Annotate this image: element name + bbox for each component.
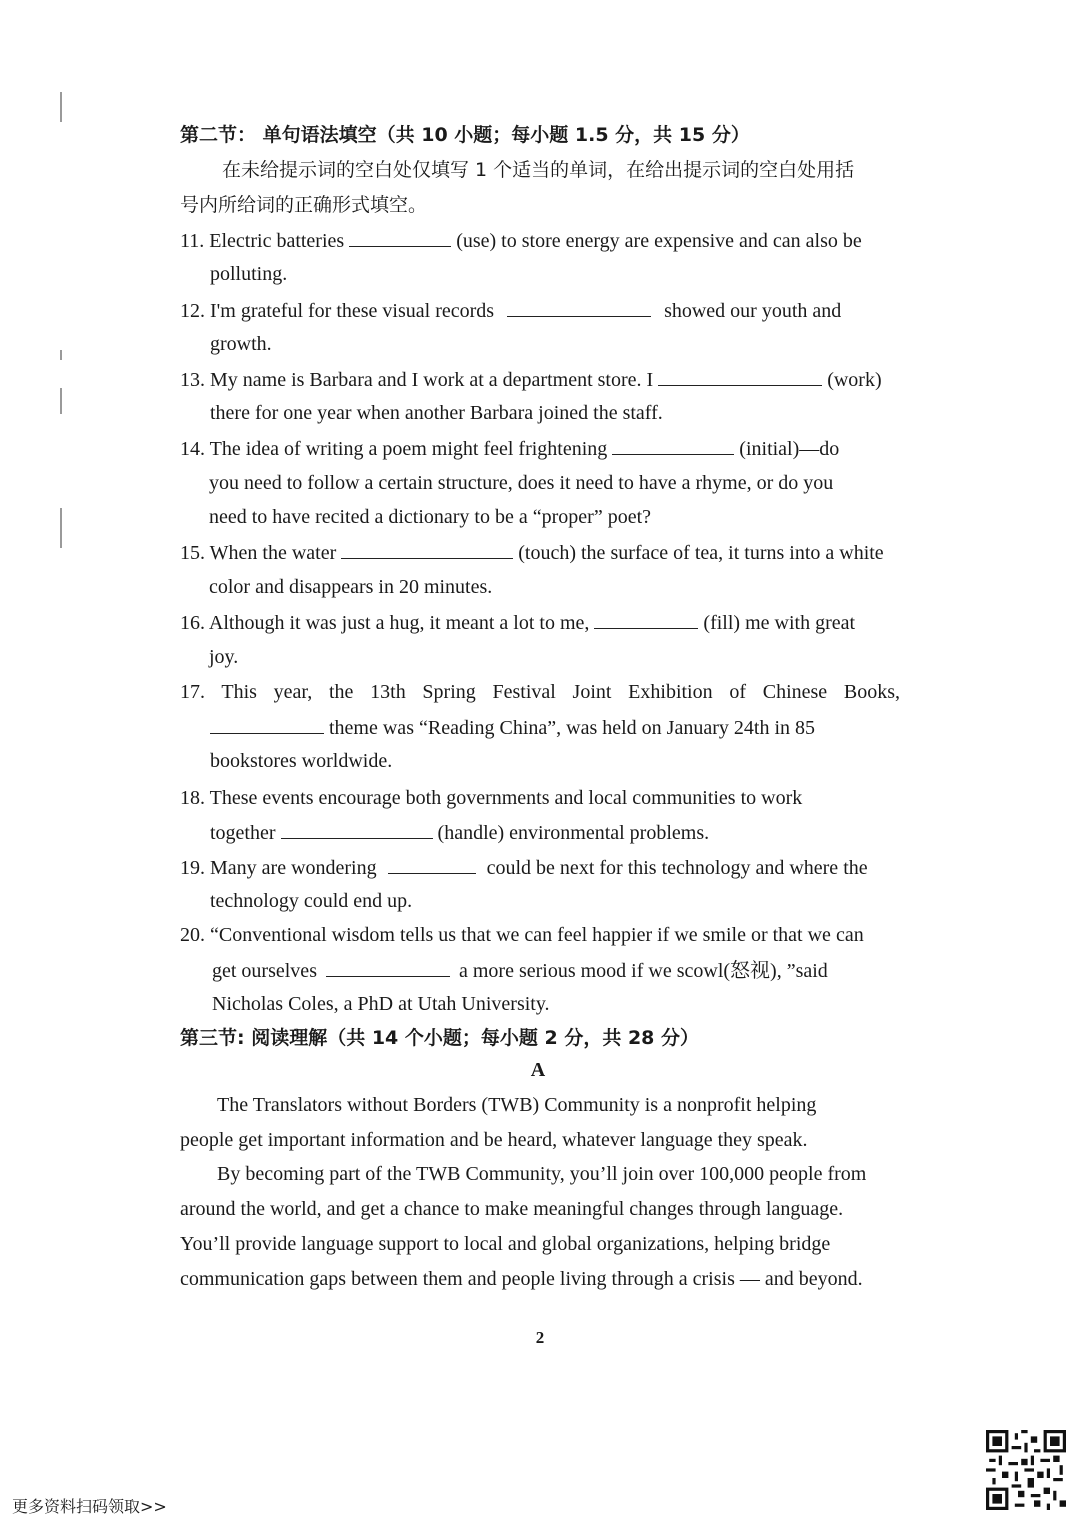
question-19-cont: technology could end up. xyxy=(210,890,413,912)
question-12-cont: growth. xyxy=(210,333,272,355)
question-16-cont: joy. xyxy=(209,646,239,668)
answer-blank[interactable] xyxy=(388,855,476,874)
answer-blank[interactable] xyxy=(210,715,324,734)
section3-heading: 第三节: 阅读理解（共 14 个小题；每小题 2 分，共 28 分） xyxy=(180,1027,700,1049)
question-20-cont2: Nicholas Coles, a PhD at Utah University. xyxy=(212,993,550,1015)
passage-paragraph-2: By becoming part of the TWB Community, you’ll join over 100,000 people from xyxy=(217,1163,867,1185)
question-12: 12. I'm grateful for these visual records showed our youth and xyxy=(180,300,842,322)
page-number: 2 xyxy=(535,1328,545,1347)
answer-blank[interactable] xyxy=(658,367,822,386)
passage-paragraph-2-cont2: You’ll provide language support to local and global organizations, helping bridge xyxy=(180,1233,831,1255)
passage-paragraph-2-cont: around the world, and get a chance to make meaningful changes through language. xyxy=(180,1198,844,1220)
passage-paragraph-2-cont3: communication gaps between them and people living through a crisis — and beyond. xyxy=(180,1268,863,1290)
question-11-cont: polluting. xyxy=(210,263,288,285)
question-15-cont: color and disappears in 20 minutes. xyxy=(209,576,493,598)
question-17-cont: theme was “Reading China”, was held on January 24th in 85 xyxy=(210,715,815,740)
question-13: 13. My name is Barbara and I work at a department store. I (work) xyxy=(180,369,882,391)
section2-instructions-cont: 号内所给词的正确形式填空。 xyxy=(180,194,428,216)
section2-instructions: 在未给提示词的空白处仅填写 1 个适当的单词，在给出提示词的空白处用括 xyxy=(222,159,855,181)
question-14-cont2: need to have recited a dictionary to be a “proper” poet? xyxy=(209,506,652,528)
scan-mark xyxy=(60,508,62,548)
question-18: 18. These events encourage both governments and local communities to work xyxy=(180,787,803,809)
question-19: 19. Many are wondering could be next for this technology and where the xyxy=(180,857,868,879)
qr-code-icon[interactable] xyxy=(986,1430,1066,1510)
answer-blank[interactable] xyxy=(594,610,698,629)
answer-blank[interactable] xyxy=(612,436,734,455)
question-20: 20. “Conventional wisdom tells us that we can feel happier if we smile or that we can xyxy=(180,924,864,946)
answer-blank[interactable] xyxy=(326,958,450,977)
question-16: 16. Although it was just a hug, it meant a lot to me, (fill) me with great xyxy=(180,612,856,634)
question-20-cont: get ourselves a more serious mood if we scowl(怒视), ”said xyxy=(212,960,828,982)
scan-mark xyxy=(60,92,62,122)
question-14: 14. The idea of writing a poem might feel frightening (initial)—do xyxy=(180,438,840,460)
answer-blank[interactable] xyxy=(349,228,451,247)
question-14-cont: you need to follow a certain structure, does it need to have a rhyme, or do you xyxy=(209,472,834,494)
question-11: 11. Electric batteries (use) to store energy are expensive and can also be xyxy=(180,230,862,252)
answer-blank[interactable] xyxy=(507,298,651,317)
passage-paragraph-1: The Translators without Borders (TWB) Community is a nonprofit helping xyxy=(217,1094,817,1116)
scan-mark xyxy=(60,350,62,360)
question-13-cont: there for one year when another Barbara joined the staff. xyxy=(210,402,663,424)
question-17: 17. This year, the 13th Spring Festival Joint Exhibition of Chinese Books, xyxy=(180,681,901,703)
answer-blank[interactable] xyxy=(341,540,513,559)
question-18-cont: together (handle) environmental problems. xyxy=(210,822,710,844)
question-17-cont2: bookstores worldwide. xyxy=(210,750,393,772)
answer-blank[interactable] xyxy=(281,820,433,839)
passage-paragraph-1-cont: people get important information and be heard, whatever language they speak. xyxy=(180,1129,808,1151)
passage-label: A xyxy=(530,1059,546,1081)
footer-link[interactable]: 更多资料扫码领取>> xyxy=(12,1497,167,1516)
scan-mark xyxy=(60,388,62,414)
section2-heading: 第二节： 单句语法填空（共 10 小题；每小题 1.5 分，共 15 分） xyxy=(180,124,750,146)
question-15: 15. When the water (touch) the surface of tea, it turns into a white xyxy=(180,542,884,564)
